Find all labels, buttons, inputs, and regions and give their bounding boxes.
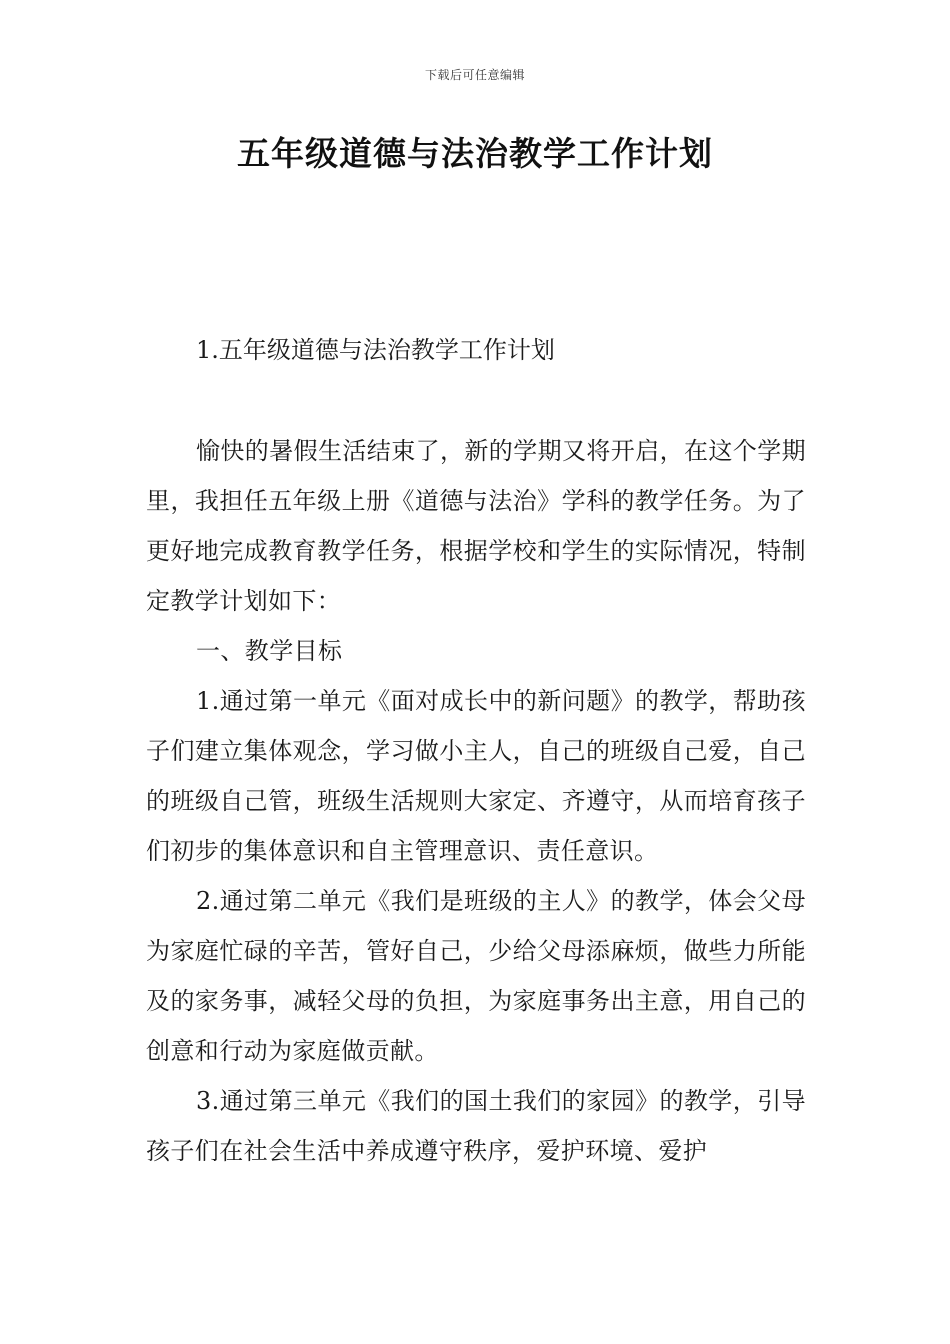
header-note: 下载后可任意编辑 bbox=[424, 68, 525, 82]
document-title: 五年级道德与法治教学工作计划 bbox=[237, 134, 713, 173]
goal-paragraph-3: 3.通过第三单元《我们的国土我们的家园》的教学，引导孩子们在社会生活中养成遵守秩序，爱护环境、爱护 bbox=[146, 1087, 806, 1165]
section-heading: 一、教学目标 bbox=[196, 637, 343, 665]
goal-paragraph-2: 2.通过第二单元《我们是班级的主人》的教学，体会父母为家庭忙碌的辛苦，管好自己，少给父母添麻烦，做些力所能及的家务事，减轻父母的负担，为家庭事务出主意，用自己的创意和行动为家庭做贡献。 bbox=[146, 887, 806, 1065]
intro-paragraph: 愉快的暑假生活结束了，新的学期又将开启，在这个学期里，我担任五年级上册《道德与法治》学科的教学任务。为了更好地完成教育教学任务，根据学校和学生的实际情况，特制定教学计划如下： bbox=[146, 437, 806, 615]
section-subtitle: 1.五年级道德与法治教学工作计划 bbox=[196, 336, 555, 364]
goal-paragraph-1: 1.通过第一单元《面对成长中的新问题》的教学，帮助孩子们建立集体观念，学习做小主人，自己的班级自己爱，自己的班级自己管，班级生活规则大家定、齐遵守，从而培育孩子们初步的集体意识和自主管理意识、责任意识。 bbox=[146, 687, 806, 865]
body-text bbox=[146, 426, 806, 1176]
